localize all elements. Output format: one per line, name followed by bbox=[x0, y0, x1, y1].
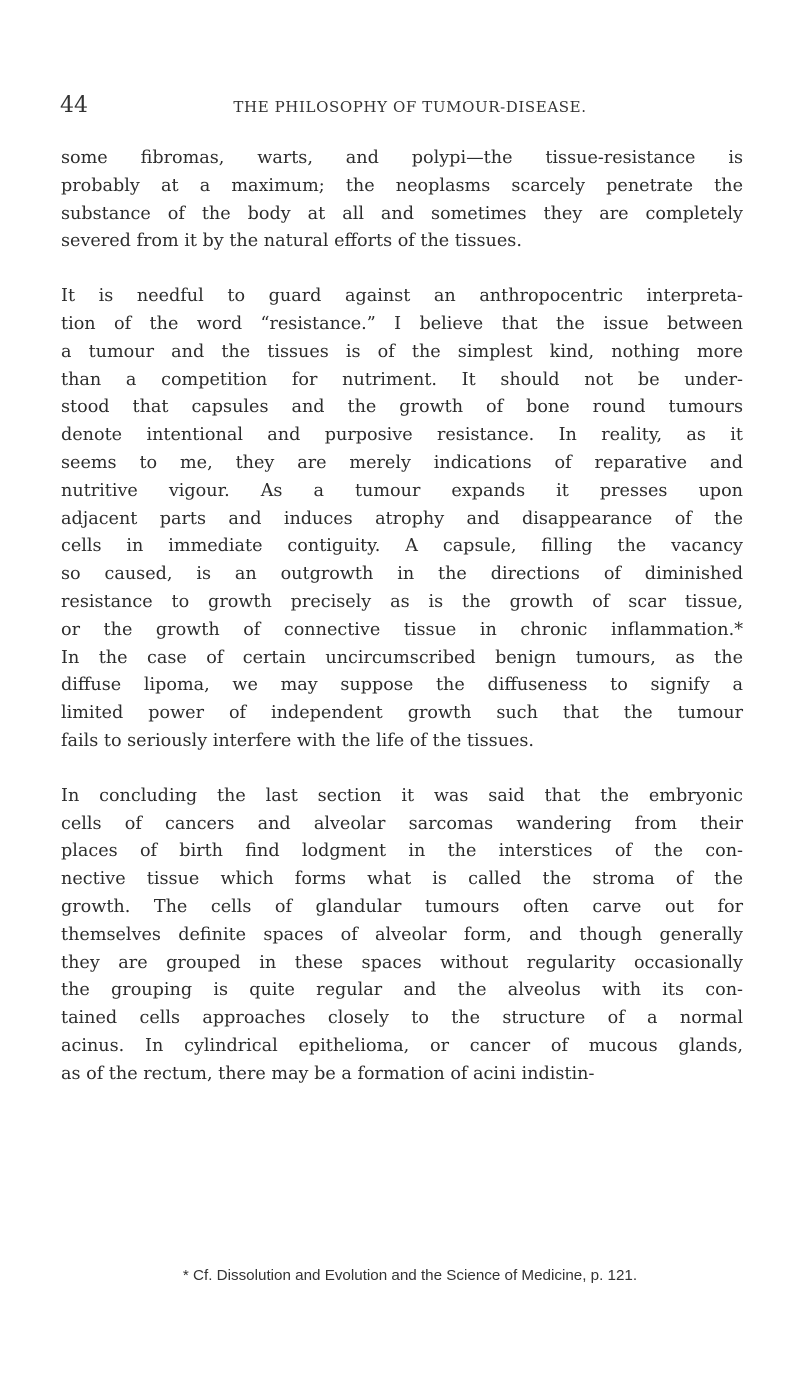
text-line: stood that capsules and the growth of bone round tumours bbox=[61, 397, 743, 418]
text-line: substance of the body at all and sometimes they are completely bbox=[61, 203, 743, 224]
text-line: adjacent parts and induces atrophy and disappearance of the bbox=[61, 508, 743, 529]
text-line: fails to seriously interfere with the life of the tissues. bbox=[61, 730, 534, 751]
text-line: the grouping is quite regular and the alveolus with its con- bbox=[61, 980, 743, 1001]
text-line: growth. The cells of glandular tumours often carve out for bbox=[61, 896, 743, 917]
text-line: than a competition for nutriment. It should not be under- bbox=[61, 369, 743, 390]
text-line: severed from it by the natural efforts of the tissues. bbox=[61, 231, 522, 252]
text-line: some fibromas, warts, and polypi—the tissue-resistance is bbox=[61, 148, 743, 168]
text-line: resistance to growth precisely as is the growth of scar tissue, bbox=[61, 591, 743, 612]
text-line: tained cells approaches closely to the structure of a normal bbox=[61, 1008, 743, 1029]
text-line: themselves definite spaces of alveolar form, and though generally bbox=[61, 924, 743, 945]
text-line: or the growth of connective tissue in chronic inflammation.* bbox=[61, 619, 743, 640]
text-line: so caused, is an outgrowth in the directions of diminished bbox=[61, 564, 743, 585]
paragraph bbox=[61, 283, 743, 756]
text-line: a tumour and the tissues is of the simplest kind, nothing more bbox=[61, 341, 743, 362]
text-line: In concluding the last section it was said that the embryonic bbox=[61, 785, 743, 806]
text-line: cells in immediate contiguity. A capsule, filling the vacancy bbox=[61, 536, 743, 557]
text-line: they are grouped in these spaces without regularity occasionally bbox=[61, 952, 743, 973]
text-line: limited power of independent growth such that the tumour bbox=[61, 703, 743, 724]
text-line: nutritive vigour. As a tumour expands it presses upon bbox=[61, 480, 743, 501]
text-line: diffuse lipoma, we may suppose the diffuseness to signify a bbox=[61, 675, 743, 696]
text-line: as of the rectum, there may be a formation of acini indistin- bbox=[61, 1063, 595, 1084]
body-text bbox=[61, 145, 743, 1089]
page-header bbox=[60, 93, 760, 123]
text-line: seems to me, they are merely indications of reparative and bbox=[61, 452, 743, 473]
text-line: nective tissue which forms what is called the stroma of the bbox=[61, 869, 743, 890]
footnote: * Cf. Dissolution and Evolution and the Science of Medicine, p. 121. bbox=[182, 1267, 638, 1284]
paragraph bbox=[61, 145, 743, 256]
text-line: cells of cancers and alveolar sarcomas wandering from their bbox=[61, 813, 743, 834]
text-line: places of birth find lodgment in the interstices of the con- bbox=[61, 841, 743, 862]
text-line: tion of the word “resistance.” I believe that the issue between bbox=[61, 313, 743, 334]
paragraph bbox=[61, 783, 743, 1089]
text-line: denote intentional and purposive resistance. In reality, as it bbox=[61, 425, 743, 446]
running-title: THE PHILOSOPHY OF TUMOUR-DISEASE. bbox=[233, 98, 587, 116]
text-line: It is needful to guard against an anthropocentric interpreta- bbox=[61, 286, 743, 307]
text-line: probably at a maximum; the neoplasms scarcely penetrate the bbox=[61, 175, 743, 196]
page-number: 44 bbox=[60, 93, 88, 118]
text-line: In the case of certain uncircumscribed benign tumours, as the bbox=[61, 647, 743, 668]
text-line: acinus. In cylindrical epithelioma, or cancer of mucous glands, bbox=[61, 1035, 743, 1056]
